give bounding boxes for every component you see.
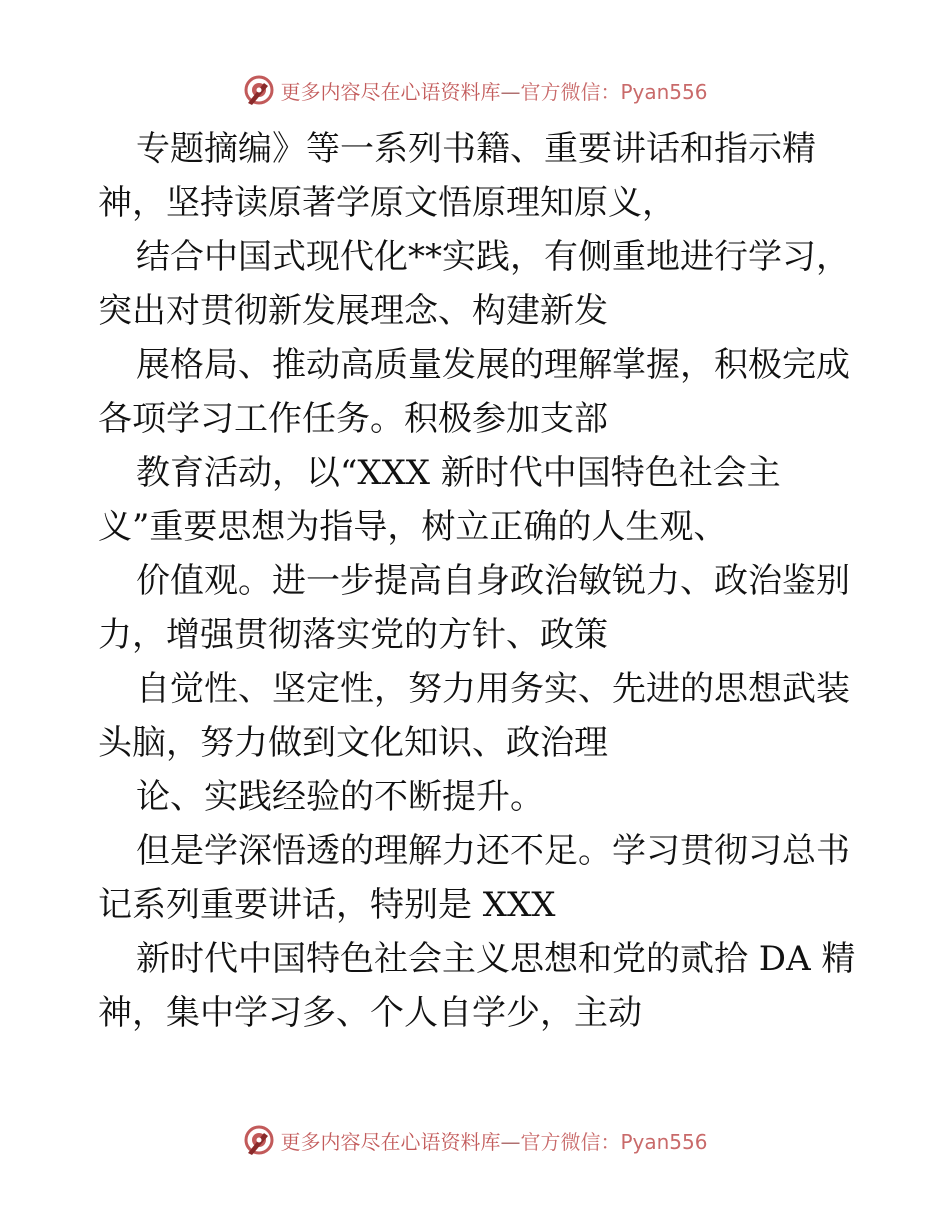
text-line: 新时代中国特色社会主义思想和党的贰拾 DA 精 (136, 939, 856, 979)
document-body (98, 122, 858, 1040)
watermark-text (280, 76, 707, 105)
text-line: 神，集中学习多、个人自学少，主动 (98, 993, 642, 1033)
text-line: 专题摘编》等一系列书籍、重要讲话和指示精 (136, 129, 816, 169)
watermark-text (280, 1126, 707, 1155)
text-line: 记系列重要讲话，特别是 XXX (98, 885, 556, 925)
text-line: 结合中国式现代化**实践，有侧重地进行学习， (136, 237, 850, 277)
watermark-main: 更多内容尽在心语资料库 (280, 1129, 501, 1154)
text-line: 神，坚持读原著学原文悟原理知原义， (98, 183, 676, 223)
text-line: 但是学深悟透的理解力还不足。学习贯彻习总书 (136, 831, 850, 871)
footer-watermark (0, 1120, 950, 1160)
watermark-separator: — (500, 79, 521, 104)
text-line: 突出对贯彻新发展理念、构建新发 (98, 291, 608, 331)
watermark-contact: 官方微信：Pyan556 (520, 79, 708, 104)
pen-logo-icon (242, 1123, 276, 1157)
pen-logo-icon (242, 73, 276, 107)
watermark-contact: 官方微信：Pyan556 (520, 1129, 708, 1154)
text-line: 自觉性、坚定性，努力用务实、先进的思想武装 (136, 669, 850, 709)
text-line: 义”重要思想为指导，树立正确的人生观、 (98, 507, 728, 547)
watermark-separator: — (500, 1129, 521, 1154)
text-line: 价值观。进一步提高自身政治敏锐力、政治鉴别 (136, 561, 850, 601)
text-line: 头脑，努力做到文化知识、政治理 (98, 723, 608, 763)
text-line: 展格局、推动高质量发展的理解掌握，积极完成 (136, 345, 850, 385)
text-line: 论、实践经验的不断提升。 (136, 777, 544, 817)
header-watermark (0, 70, 950, 110)
text-line: 力，增强贯彻落实党的方针、政策 (98, 615, 608, 655)
text-line: 各项学习工作任务。积极参加支部 (98, 399, 608, 439)
text-line: 教育活动，以“XXX 新时代中国特色社会主 (136, 453, 781, 493)
watermark-main: 更多内容尽在心语资料库 (280, 79, 501, 104)
